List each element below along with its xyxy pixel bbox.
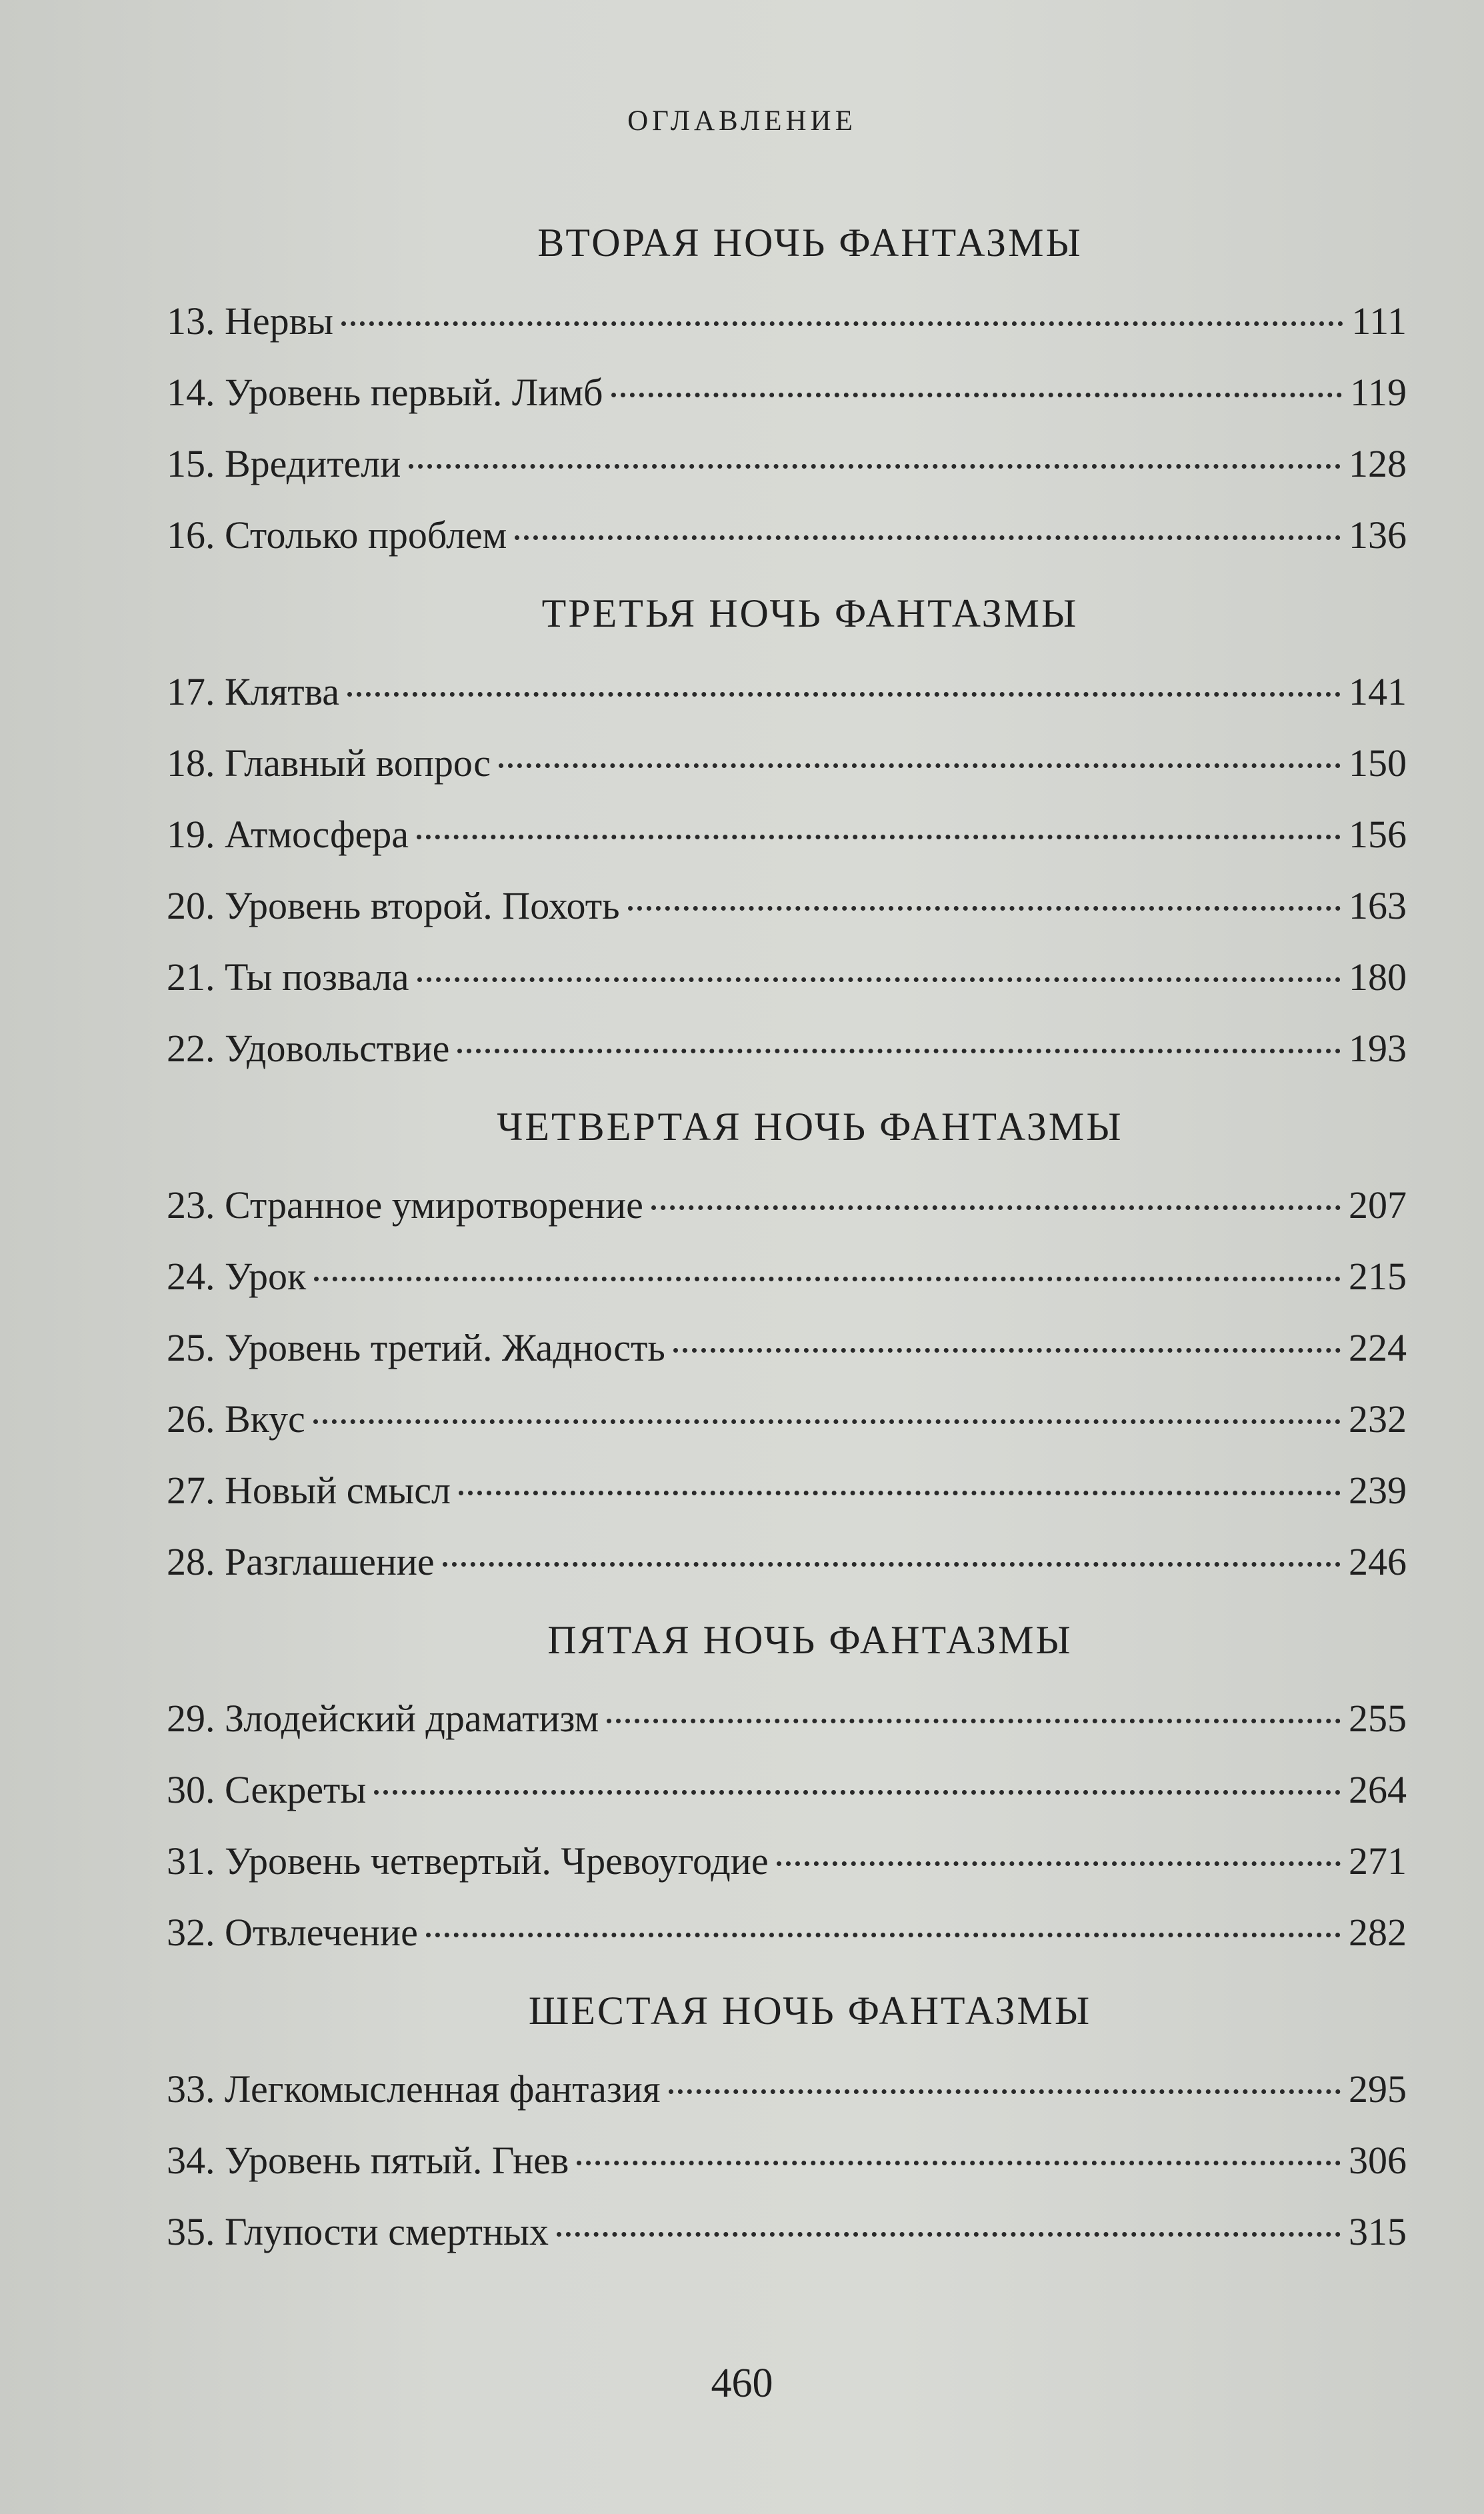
entry-title: 24. Урок: [167, 1255, 307, 1298]
entry-title: 21. Ты позвала: [167, 955, 409, 999]
entry-title: 28. Разглашение: [167, 1540, 435, 1583]
section-heading: ВТОРАЯ НОЧЬ ФАНТАЗМЫ: [537, 221, 1083, 265]
entry-page-number: 150: [1349, 741, 1407, 785]
entry-title: 27. Новый смысл: [167, 1469, 451, 1512]
entry-page-number: 295: [1349, 2067, 1407, 2111]
toc-entry: [167, 2125, 1407, 2196]
dot-leader: [611, 393, 1343, 397]
dot-leader: [515, 535, 1341, 540]
entry-page-number: 264: [1349, 1768, 1407, 1811]
toc-entry: [167, 870, 1407, 941]
entry-title: 20. Уровень второй. Похоть: [167, 884, 620, 927]
entry-page-number: 193: [1349, 1027, 1407, 1070]
entry-title: 34. Уровень пятый. Гнев: [167, 2139, 569, 2182]
section-heading: ЧЕТВЕРТАЯ НОЧЬ ФАНТАЗМЫ: [497, 1105, 1123, 1149]
toc-sections: [167, 200, 1407, 2267]
entry-page-number: 136: [1349, 513, 1407, 557]
entry-title: 33. Легкомысленная фантазия: [167, 2067, 661, 2111]
toc-entry: [167, 1312, 1407, 1383]
entry-page-number: 246: [1349, 1540, 1407, 1583]
toc-entry: [167, 1383, 1407, 1455]
entry-title: 23. Странное умиротворение: [167, 1183, 643, 1227]
entry-page-number: 156: [1349, 813, 1407, 856]
dot-leader: [417, 977, 1341, 982]
toc-entry: [167, 1241, 1407, 1312]
entry-title: 14. Уровень первый. Лимб: [167, 371, 603, 414]
dot-leader: [457, 1049, 1341, 1053]
entry-title: 17. Клятва: [167, 670, 340, 713]
toc-entry: [167, 1169, 1407, 1241]
toc-entry: [167, 799, 1407, 870]
dot-leader: [443, 1562, 1341, 1567]
entry-page-number: 239: [1349, 1469, 1407, 1512]
toc-entry: [167, 1683, 1407, 1754]
dot-leader: [426, 1933, 1341, 1937]
entry-page-number: 180: [1349, 955, 1407, 999]
dot-leader: [313, 1419, 1341, 1424]
dot-leader: [557, 2232, 1341, 2237]
entry-title: 15. Вредители: [167, 442, 401, 485]
toc-entry: [167, 1825, 1407, 1897]
entry-page-number: 306: [1349, 2139, 1407, 2182]
entry-page-number: 255: [1349, 1697, 1407, 1740]
dot-leader: [577, 2161, 1341, 2165]
dot-leader: [669, 2089, 1341, 2094]
entry-page-number: 224: [1349, 1326, 1407, 1369]
dot-leader: [374, 1790, 1341, 1795]
entry-title: 16. Столько проблем: [167, 513, 507, 557]
section-heading: ПЯТАЯ НОЧЬ ФАНТАЗМЫ: [547, 1618, 1073, 1662]
toc-entry: [167, 1754, 1407, 1825]
section-heading: ТРЕТЬЯ НОЧЬ ФАНТАЗМЫ: [541, 591, 1079, 635]
entry-page-number: 119: [1350, 371, 1407, 414]
entry-page-number: 111: [1351, 299, 1407, 343]
entry-page-number: 128: [1349, 442, 1407, 485]
entry-title: 25. Уровень третий. Жадность: [167, 1326, 665, 1369]
toc-entry: [167, 357, 1407, 428]
dot-leader: [314, 1277, 1341, 1281]
dot-leader: [499, 763, 1341, 768]
entry-page-number: 315: [1349, 2210, 1407, 2253]
dot-leader: [347, 692, 1341, 697]
toc-entry: [167, 285, 1407, 357]
dot-leader: [651, 1205, 1341, 1210]
entry-title: 30. Секреты: [167, 1768, 367, 1811]
toc-title: оглавление: [627, 94, 857, 139]
entry-page-number: 141: [1349, 670, 1407, 713]
dot-leader: [607, 1719, 1341, 1723]
entry-page-number: 163: [1349, 884, 1407, 927]
page-number: 460: [711, 2361, 773, 2406]
entry-page-number: 282: [1349, 1911, 1407, 1954]
entry-title: 29. Злодейский драматизм: [167, 1697, 599, 1740]
dot-leader: [459, 1491, 1341, 1495]
toc-entry: [167, 1455, 1407, 1526]
entry-page-number: 232: [1349, 1397, 1407, 1441]
toc-entry: [167, 727, 1407, 799]
entry-title: 32. Отвлечение: [167, 1911, 418, 1954]
entry-title: 35. Глупости смертных: [167, 2210, 549, 2253]
toc-entry: [167, 2196, 1407, 2267]
dot-leader: [341, 321, 1343, 326]
entry-page-number: 207: [1349, 1183, 1407, 1227]
toc-entry: [167, 941, 1407, 1013]
toc-entry: [167, 1526, 1407, 1597]
dot-leader: [417, 835, 1341, 839]
dot-leader: [777, 1861, 1341, 1866]
dot-leader: [673, 1348, 1341, 1353]
entry-title: 31. Уровень четвертый. Чревоугодие: [167, 1839, 769, 1883]
toc-entry: [167, 656, 1407, 727]
dot-leader: [628, 906, 1341, 911]
toc-entry: [167, 499, 1407, 571]
entry-page-number: 215: [1349, 1255, 1407, 1298]
dot-leader: [409, 464, 1341, 469]
toc-entry: [167, 1897, 1407, 1968]
toc-entry: [167, 428, 1407, 499]
entry-page-number: 271: [1349, 1839, 1407, 1883]
entry-title: 22. Удовольствие: [167, 1027, 450, 1070]
entry-title: 19. Атмосфера: [167, 813, 409, 856]
toc-entry: [167, 1013, 1407, 1084]
entry-title: 18. Главный вопрос: [167, 741, 491, 785]
toc-entry: [167, 2053, 1407, 2125]
section-heading: ШЕСТАЯ НОЧЬ ФАНТАЗМЫ: [528, 1989, 1092, 2033]
entry-title: 26. Вкус: [167, 1397, 305, 1441]
entry-title: 13. Нервы: [167, 299, 333, 343]
